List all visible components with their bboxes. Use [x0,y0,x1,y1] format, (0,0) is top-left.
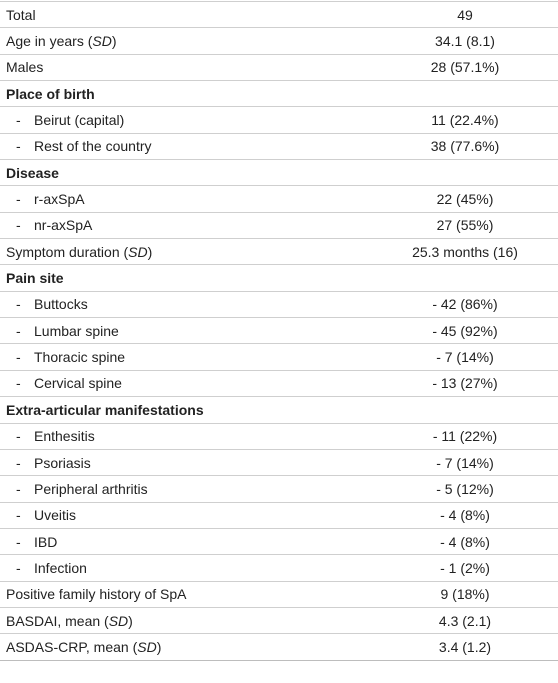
label-text: ASDAS-CRP, mean ( [6,638,138,655]
row-label [6,397,204,422]
label-text: Total [6,6,36,23]
bullet-dash: - [16,480,21,497]
sub-item-label: Thoracic spine [34,349,126,366]
row-value [372,397,558,422]
label-text: BASDAI, mean ( [6,612,109,629]
bullet-dash: - [16,296,21,313]
row-label [6,134,152,159]
row-label [6,450,91,475]
label-sd-italic: SD [92,33,112,50]
label-sd-italic: SD [108,612,129,629]
bullet-dash: - [16,454,21,471]
row-label [6,2,36,27]
row-label [6,213,92,238]
row-value [372,2,558,27]
row-value [372,450,558,475]
row-label [6,107,124,132]
table-row [0,81,558,107]
value-text: 9 (18%) [440,586,490,603]
row-value [372,186,558,211]
value-text: - 45 (92%) [432,322,498,339]
value-text: 3.4 (1.2) [438,638,492,655]
bullet-dash: - [16,507,21,524]
table-row [0,503,558,529]
row-label [6,529,57,554]
table-row [0,2,558,28]
row-label [6,503,76,528]
row-label [6,292,88,317]
section-header: Extra-articular manifestations [6,401,204,418]
row-label [6,608,133,633]
sub-item-label: Buttocks [34,296,88,313]
label-text: Symptom duration ( [6,243,129,260]
row-value [372,292,558,317]
bullet-dash: - [16,533,21,550]
value-text: - 4 (8%) [440,533,490,550]
value-text: 4.3 (2.1) [438,612,492,629]
value-text: 25.3 months (16) [412,243,518,260]
table-row [0,213,558,239]
row-label [6,55,43,80]
bullet-dash: - [16,559,21,576]
row-value [372,582,558,607]
bullet-dash: - [16,112,21,129]
label-text-close: ) [128,612,133,629]
value-text: 11 (22.4%) [431,112,499,129]
row-value [372,503,558,528]
row-value [372,134,558,159]
row-value [372,239,558,264]
row-label [6,186,85,211]
table-row [0,239,558,265]
label-text: Positive family history of SpA [6,586,187,603]
value-text: - 7 (14%) [436,349,494,366]
section-header: Place of birth [6,85,95,102]
sub-item-label: Rest of the country [34,138,152,155]
value-text: - 7 (14%) [436,454,494,471]
label-sd-italic: SD [128,243,148,260]
table-row [0,265,558,291]
value-text: - 1 (2%) [440,559,490,576]
row-label [6,81,95,106]
table-row [0,555,558,581]
row-value [372,555,558,580]
section-header: Pain site [6,270,64,287]
table-row [0,608,558,634]
row-value [372,160,558,185]
table-row [0,450,558,476]
bullet-dash: - [16,191,21,208]
sub-item-label: Peripheral arthritis [34,480,148,497]
row-value [372,371,558,396]
row-label [6,28,117,53]
row-value [372,213,558,238]
row-label [6,318,119,343]
table-row [0,107,558,133]
label-text-close: ) [147,243,153,260]
row-label [6,555,87,580]
bullet-dash: - [16,138,21,155]
row-label [6,160,59,185]
table-row [0,55,558,81]
value-text: - 4 (8%) [440,507,490,524]
table-row [0,292,558,318]
table-row [0,134,558,160]
row-label [6,239,152,264]
sub-item-label: nr-axSpA [34,217,93,234]
row-value [372,107,558,132]
row-value [372,81,558,106]
table-row [0,186,558,212]
value-text: 34.1 (8.1) [435,33,495,50]
sub-item-label: Cervical spine [34,375,122,392]
label-text: Age in years ( [6,33,93,50]
section-header: Disease [6,164,59,181]
bullet-dash: - [16,217,21,234]
bullet-dash: - [16,349,21,366]
row-label [6,634,161,659]
row-value [372,265,558,290]
sub-item-label: Lumbar spine [34,322,119,339]
value-text: 22 (45%) [436,191,494,208]
value-text: - 42 (86%) [432,296,498,313]
sub-item-label: Infection [34,559,87,576]
table-row [0,424,558,450]
table-row [0,371,558,397]
label-sd-italic: SD [137,638,157,655]
table-row [0,634,558,660]
value-text: - 5 (12%) [436,480,494,497]
value-text: - 11 (22%) [432,428,498,445]
value-text: 38 (77.6%) [430,138,500,155]
row-value [372,529,558,554]
bullet-dash: - [16,428,21,445]
bullet-dash: - [16,375,21,392]
row-value [372,608,558,633]
row-label [6,265,64,290]
sub-item-label: Enthesitis [34,428,95,445]
table-row [0,344,558,370]
row-label [6,476,148,501]
sub-item-label: Uveitis [34,507,77,524]
value-text: 27 (55%) [436,217,494,234]
table-row [0,476,558,502]
label-text-close: ) [111,33,117,50]
table-row [0,397,558,423]
row-label [6,344,125,369]
row-value [372,55,558,80]
row-label [6,371,122,396]
row-value [372,344,558,369]
table-row [0,318,558,344]
row-value [372,424,558,449]
sub-item-label: IBD [34,533,58,550]
value-text: 49 [457,6,473,23]
value-text: - 13 (27%) [432,375,498,392]
row-value [372,476,558,501]
table-row [0,529,558,555]
table-row [0,160,558,186]
row-value [372,28,558,53]
table-row [0,28,558,54]
row-value [372,634,558,659]
row-label [6,582,187,607]
bullet-dash: - [16,322,21,339]
sub-item-label: Psoriasis [34,454,91,471]
table-row [0,582,558,608]
value-text: 28 (57.1%) [430,59,500,76]
sub-item-label: r-axSpA [34,191,85,208]
sub-item-label: Beirut (capital) [34,112,125,129]
row-label [6,424,95,449]
label-text-close: ) [156,638,162,655]
characteristics-table [0,1,558,661]
label-text: Males [6,59,44,76]
row-value [372,318,558,343]
